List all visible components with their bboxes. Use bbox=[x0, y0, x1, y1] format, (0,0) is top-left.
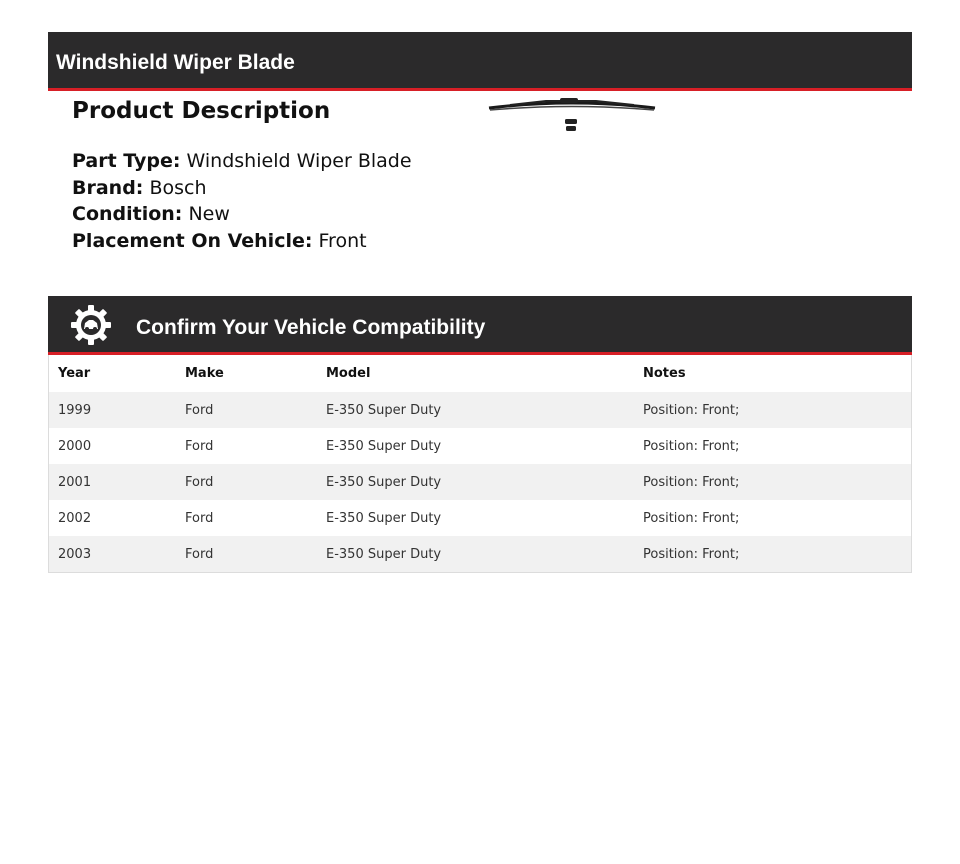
cell-notes: Position: Front; bbox=[643, 402, 740, 418]
cell-notes: Position: Front; bbox=[643, 474, 740, 490]
cell-make: Ford bbox=[185, 546, 214, 562]
table-row bbox=[49, 392, 911, 428]
spec-value: Windshield Wiper Blade bbox=[186, 150, 412, 172]
table-header-row bbox=[49, 355, 911, 392]
spec-value: Bosch bbox=[149, 176, 207, 199]
cell-year: 2001 bbox=[58, 474, 92, 490]
spec-label: Placement On Vehicle: bbox=[72, 229, 313, 252]
cell-notes: Position: Front; bbox=[643, 510, 740, 526]
cell-model: E-350 Super Duty bbox=[326, 474, 442, 490]
spec-value: Front bbox=[318, 229, 367, 252]
cell-notes: Position: Front; bbox=[643, 546, 740, 562]
cell-make: Ford bbox=[185, 510, 214, 526]
spec-label: Brand: bbox=[72, 176, 144, 199]
wiper-blade-image bbox=[486, 96, 658, 136]
cell-year: 2000 bbox=[58, 438, 92, 454]
spec-part-type bbox=[72, 148, 492, 175]
product-description-section bbox=[72, 94, 492, 254]
cell-year: 2002 bbox=[58, 510, 92, 526]
spec-condition bbox=[72, 201, 492, 228]
cell-make: Ford bbox=[185, 438, 214, 454]
spec-list bbox=[72, 148, 492, 254]
table-row bbox=[49, 428, 911, 464]
cell-make: Ford bbox=[185, 402, 214, 418]
spec-brand bbox=[72, 175, 492, 202]
product-description-title: Product Description bbox=[72, 98, 331, 124]
column-header-model[interactable]: Model bbox=[326, 366, 371, 381]
gear-car-icon bbox=[70, 304, 112, 346]
spec-placement bbox=[72, 228, 492, 255]
product-header-bar bbox=[48, 32, 912, 91]
cell-model: E-350 Super Duty bbox=[326, 510, 442, 526]
table-row bbox=[49, 536, 911, 572]
spec-label: Condition: bbox=[72, 203, 183, 225]
cell-year: 2003 bbox=[58, 546, 92, 562]
cell-model: E-350 Super Duty bbox=[326, 546, 442, 562]
product-title: Windshield Wiper Blade bbox=[56, 51, 295, 74]
spec-value: New bbox=[188, 203, 230, 225]
cell-model: E-350 Super Duty bbox=[326, 402, 442, 418]
cell-make: Ford bbox=[185, 474, 214, 490]
column-header-year[interactable]: Year bbox=[58, 366, 91, 381]
table-row bbox=[49, 500, 911, 536]
compatibility-header-bar bbox=[48, 296, 912, 355]
cell-notes: Position: Front; bbox=[643, 438, 740, 454]
spec-label: Part Type: bbox=[72, 150, 181, 172]
column-header-notes[interactable]: Notes bbox=[643, 366, 686, 381]
compatibility-table bbox=[48, 355, 912, 573]
column-header-make[interactable]: Make bbox=[185, 366, 224, 381]
cell-model: E-350 Super Duty bbox=[326, 438, 442, 454]
table-row bbox=[49, 464, 911, 500]
compatibility-title: Confirm Your Vehicle Compatibility bbox=[136, 316, 486, 339]
cell-year: 1999 bbox=[58, 402, 92, 418]
